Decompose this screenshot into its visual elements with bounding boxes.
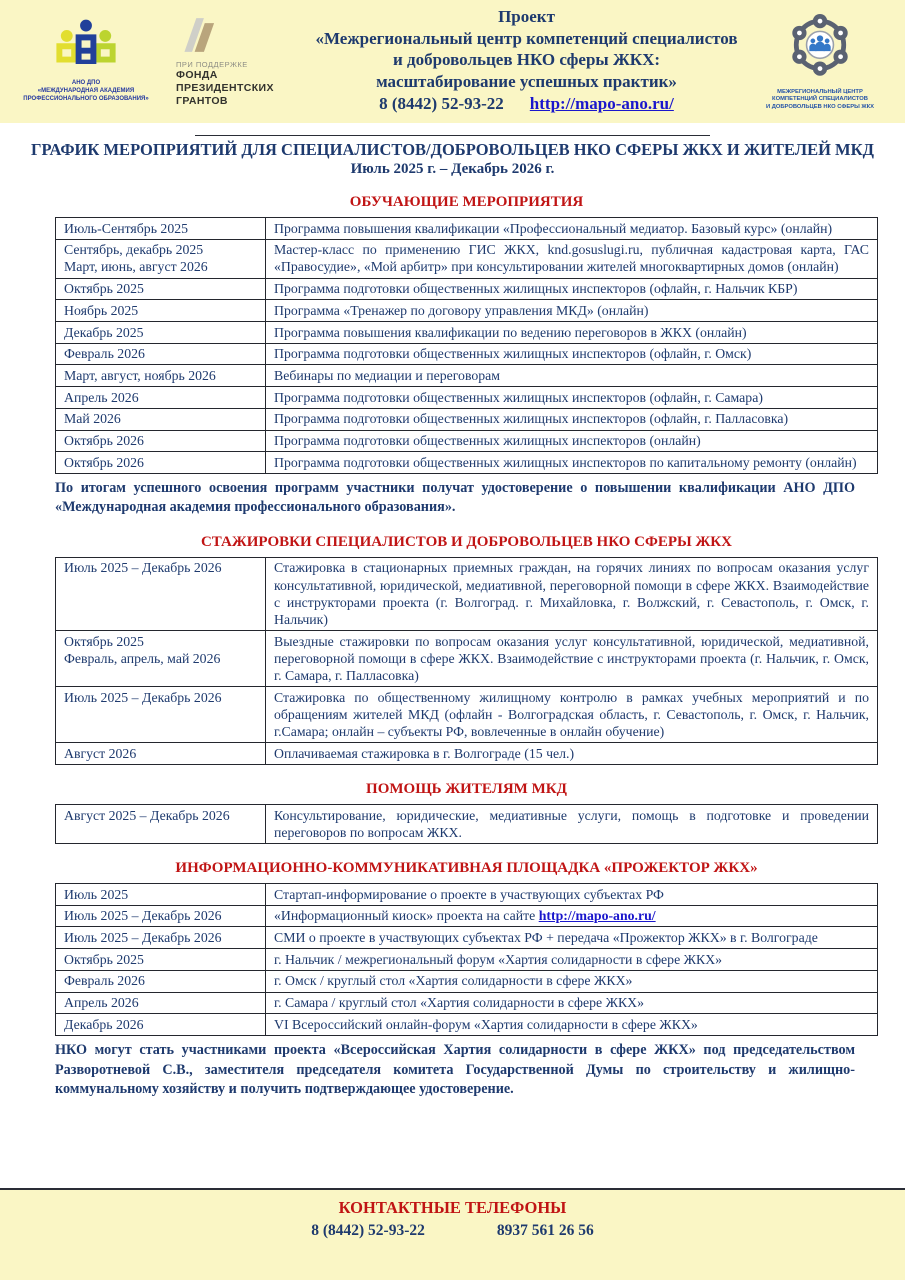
description-text: VI Всероссийский онлайн-форум «Хартия солидарности в сфере ЖКХ» — [274, 1016, 698, 1032]
table-row — [56, 387, 878, 409]
presidential-grants-icon — [176, 14, 220, 56]
date-line: Февраль 2026 — [64, 346, 145, 362]
date-line: Июль-Сентябрь 2025 — [64, 220, 189, 236]
date-line: Октябрь 2025 — [64, 951, 144, 967]
project-name-line2: и добровольцев НКО сферы ЖКХ: — [392, 50, 661, 70]
competence-center-emblem-icon — [780, 10, 860, 86]
description-text: Стартап-информирование о проекте в участвующих субъектах РФ — [274, 886, 664, 902]
description-cell — [266, 239, 878, 278]
project-title-block — [296, 6, 757, 115]
description-cell — [266, 805, 878, 844]
description-text: Программа подготовки общественных жилищных инспекторов (офлайн, г. Палласовка) — [274, 411, 789, 427]
date-cell — [56, 557, 266, 630]
description-cell — [266, 687, 878, 743]
date-cell — [56, 300, 266, 322]
description-cell — [266, 300, 878, 322]
table-row — [56, 408, 878, 430]
schedule-table — [55, 883, 878, 1036]
date-line: Декабрь 2025 — [64, 324, 144, 340]
description-cell — [266, 387, 878, 409]
schedule-section-3 — [55, 780, 878, 844]
schedule-table — [55, 557, 878, 765]
schedule-section-2 — [55, 533, 878, 765]
date-line: Июль 2025 — [64, 886, 129, 902]
table-row — [56, 927, 878, 949]
contact-phone-2: 8937 561 26 56 — [496, 1222, 594, 1239]
description-text: «Информационный киоск» проекта на сайте — [274, 908, 539, 924]
date-line: Апрель 2026 — [64, 389, 139, 405]
description-text: Стажировка в стационарных приемных граждан, на горячих линиях по вопросам оказания услуг консультативной, юридической, медиативной, переговорной помощи в сфере ЖКХ. Взаимодействие с инструкторами проекта (г. Волгоград. г. Михайловка, г. Волжский, г. Севастополь, г. Омск, г. Нальчик) — [274, 560, 869, 628]
date-cell — [56, 805, 266, 844]
center-logo-line2: КОМПЕТЕНЦИЙ СПЕЦИАЛИСТОВ — [772, 96, 868, 103]
date-cell — [56, 278, 266, 300]
date-cell — [56, 884, 266, 906]
page-period: Июль 2025 г. – Декабрь 2026 г. — [350, 161, 555, 177]
date-line: Июль 2025 – Декабрь 2026 — [64, 929, 222, 945]
schedule-table — [55, 804, 878, 844]
description-cell — [266, 992, 878, 1014]
description-cell — [266, 343, 878, 365]
description-text: Программа подготовки общественных жилищных инспекторов (офлайн, г. Омск) — [274, 346, 752, 362]
section-heading: ИНФОРМАЦИОННО-КОММУНИКАТИВНАЯ ПЛОЩАДКА «ПРОЖЕКТОР ЖКХ» — [175, 860, 758, 877]
header-band — [0, 0, 905, 123]
description-text: СМИ о проекте в участвующих субъектах РФ + передача «Прожектор ЖКХ» в г. Волгограде — [274, 929, 818, 945]
description-text: Стажировка по общественному жилищному контролю в рамках учебных мероприятий и по обращениям жителей МКД (офлайн - Волгоградская область, г. Севастополь, г. Омск, г. Нальчик, г.Самара; онлайн – субъекты РФ, вовлеченные в онлайн обучение) — [274, 689, 869, 740]
center-logo-line3: И ДОБРОВОЛЬЦЕВ НКО СФЕРЫ ЖКХ — [765, 103, 875, 110]
table-row — [56, 631, 878, 687]
date-line: Июль 2025 – Декабрь 2026 — [64, 560, 222, 576]
description-cell — [266, 884, 878, 906]
academy-logo-line2: «МЕЖДУНАРОДНАЯ АКАДЕМИЯ — [37, 88, 135, 94]
schedule-section-1 — [55, 193, 878, 518]
fpg-name-line3: ГРАНТОВ — [176, 94, 228, 107]
description-cell — [266, 322, 878, 344]
date-cell — [56, 408, 266, 430]
description-text: Оплачиваемая стажировка в г. Волгограде (15 чел.) — [274, 745, 575, 761]
description-cell — [266, 278, 878, 300]
description-text: Программа подготовки общественных жилищных инспекторов (офлайн, г. Самара) — [274, 389, 763, 405]
date-line: Май 2026 — [64, 411, 121, 427]
description-cell — [266, 927, 878, 949]
description-cell — [266, 452, 878, 474]
academy-logo-icon — [49, 18, 123, 76]
description-cell — [266, 408, 878, 430]
date-line: Ноябрь 2025 — [64, 302, 139, 318]
table-row — [56, 300, 878, 322]
table-row — [56, 557, 878, 630]
table-row — [56, 365, 878, 387]
date-cell — [56, 430, 266, 452]
date-cell — [56, 992, 266, 1014]
date-line: Август 2025 – Декабрь 2026 — [64, 807, 230, 823]
description-text: Программа подготовки общественных жилищных инспекторов (онлайн) — [274, 433, 701, 449]
table-row — [56, 970, 878, 992]
footer-band — [0, 1188, 905, 1280]
date-cell — [56, 322, 266, 344]
description-text: г. Самара / круглый стол «Хартия солидарности в сфере ЖКХ» — [274, 995, 645, 1011]
description-text: г. Нальчик / межрегиональный форум «Хартия солидарности в сфере ЖКХ» — [274, 951, 723, 967]
date-cell — [56, 365, 266, 387]
date-cell — [56, 387, 266, 409]
schedule-table — [55, 217, 878, 474]
description-cell — [266, 365, 878, 387]
table-row — [56, 805, 878, 844]
section-heading: ОБУЧАЮЩИЕ МЕРОПРИЯТИЯ — [349, 194, 584, 210]
date-line: Октябрь 2026 — [64, 454, 144, 470]
description-cell — [266, 430, 878, 452]
date-cell — [56, 218, 266, 240]
section-heading: ПОМОЩЬ ЖИТЕЛЯМ МКД — [366, 781, 567, 798]
fpg-name-line1: ФОНДА — [176, 68, 218, 81]
header-phone: 8 (8442) 52-93-22 — [379, 94, 504, 114]
table-row — [56, 884, 878, 906]
description-cell — [266, 949, 878, 971]
competence-center-logo — [757, 10, 883, 112]
table-row — [56, 218, 878, 240]
description-cell — [266, 905, 878, 927]
schedule-section-4 — [55, 859, 878, 1099]
date-cell — [56, 239, 266, 278]
presidential-grants-logo — [176, 14, 296, 108]
date-cell — [56, 631, 266, 687]
date-line: Февраль 2026 — [64, 973, 145, 989]
contacts-heading: КОНТАКТНЫЕ ТЕЛЕФОНЫ — [338, 1198, 567, 1217]
date-cell — [56, 905, 266, 927]
description-cell — [266, 743, 878, 765]
description-cell — [266, 970, 878, 992]
description-text: Программа повышения квалификации по ведению переговоров в ЖКХ (онлайн) — [274, 324, 747, 340]
fpg-name-line2: ПРЕЗИДЕНТСКИХ — [176, 81, 274, 94]
table-row — [56, 687, 878, 743]
project-name-line1: «Межрегиональный центр компетенций специалистов — [315, 28, 738, 48]
date-line: Июль 2025 – Декабрь 2026 — [64, 908, 222, 924]
date-cell — [56, 1014, 266, 1036]
table-row — [56, 239, 878, 278]
date-line: Март, июнь, август 2026 — [64, 259, 208, 275]
project-name-line3: масштабирование успешных практик» — [376, 71, 677, 91]
contact-phone-1: 8 (8442) 52-93-22 — [311, 1222, 425, 1239]
date-line: Декабрь 2026 — [64, 1016, 144, 1032]
title-divider — [195, 135, 710, 136]
section-note: НКО могут стать участниками проекта «Всероссийская Хартия солидарности в сфере ЖКХ» под председательством Разворотневой С.В., заместителя председателя комитета Государственной Думы по строительству и жилищно-коммунальному хозяйству и получить подтверждающее удостоверение. — [55, 1042, 855, 1097]
date-line: Октябрь 2025 — [64, 633, 144, 649]
date-cell — [56, 949, 266, 971]
sections-container — [0, 193, 905, 1100]
inline-link[interactable]: http://mapo-ano.ru/ — [538, 908, 656, 924]
date-line: Август 2026 — [64, 745, 137, 761]
date-line: Апрель 2026 — [64, 995, 139, 1011]
project-label: Проект — [498, 7, 555, 27]
description-cell — [266, 1014, 878, 1036]
page-title: ГРАФИК МЕРОПРИЯТИЙ ДЛЯ СПЕЦИАЛИСТОВ/ДОБРОВОЛЬЦЕВ НКО СФЕРЫ ЖКХ И ЖИТЕЛЕЙ МКД — [31, 140, 874, 159]
date-cell — [56, 743, 266, 765]
fpg-support-label: ПРИ ПОДДЕРЖКЕ — [176, 59, 248, 69]
date-cell — [56, 927, 266, 949]
date-line: Октябрь 2026 — [64, 433, 144, 449]
description-cell — [266, 631, 878, 687]
description-text: Мастер-класс по применению ГИС ЖКХ, knd.gosuslugi.ru, публичная кадастровая карта, ГАС «Правосудие», «Мой арбитр» при консультировании жителей многоквартирных домов (онлайн) — [274, 242, 869, 275]
center-logo-line1: МЕЖРЕГИОНАЛЬНЫЙ ЦЕНТР — [777, 88, 863, 95]
date-cell — [56, 970, 266, 992]
description-text: Программа подготовки общественных жилищных инспекторов (офлайн, г. Нальчик КБР) — [274, 281, 798, 297]
date-cell — [56, 343, 266, 365]
description-text: Вебинары по медиации и переговорам — [274, 367, 501, 383]
table-row — [56, 905, 878, 927]
description-text: Программа повышения квалификации «Профессиональный медиатор. Базовый курс» (онлайн) — [274, 220, 833, 236]
date-cell — [56, 452, 266, 474]
description-text: Выездные стажировки по вопросам оказания услуг консультативной, юридической, медиативной, переговорной помощи в сфере ЖКХ. Взаимодействие с инструкторами проекта (г. Нальчик, г. Омск, г. Самара, г. Палласовка) — [274, 633, 869, 684]
academy-logo-line3: ПРОФЕССИОНАЛЬНОГО ОБРАЗОВАНИЯ» — [23, 96, 149, 102]
description-text: г. Омск / круглый стол «Хартия солидарности в сфере ЖКХ» — [274, 973, 633, 989]
table-row — [56, 278, 878, 300]
table-row — [56, 743, 878, 765]
document-body — [0, 123, 905, 1188]
date-line: Февраль, апрель, май 2026 — [64, 650, 221, 666]
description-text: Программа «Тренажер по договору управления МКД» (онлайн) — [274, 302, 649, 318]
table-row — [56, 322, 878, 344]
date-line: Октябрь 2025 — [64, 281, 144, 297]
table-row — [56, 1014, 878, 1036]
section-note: По итогам успешного освоения программ участники получат удостоверение о повышении квалификации АНО ДПО «Международная академия профессионального образования». — [55, 479, 855, 516]
section-heading: СТАЖИРОВКИ СПЕЦИАЛИСТОВ И ДОБРОВОЛЬЦЕВ НКО СФЕРЫ ЖКХ — [200, 533, 733, 550]
date-line: Март, август, ноябрь 2026 — [64, 367, 216, 383]
table-row — [56, 343, 878, 365]
table-row — [56, 992, 878, 1014]
date-line: Июль 2025 – Декабрь 2026 — [64, 689, 222, 705]
table-row — [56, 452, 878, 474]
table-row — [56, 949, 878, 971]
table-row — [56, 430, 878, 452]
academy-logo-line1: АНО ДПО — [71, 80, 101, 86]
academy-logo — [22, 18, 150, 103]
project-site-link[interactable]: http://mapo-ano.ru/ — [529, 94, 674, 114]
description-text: Программа подготовки общественных жилищных инспекторов по капитальному ремонту (онлайн) — [274, 454, 857, 470]
description-text: Консультирование, юридические, медиативные услуги, помощь в подготовке и проведении переговоров по вопросам ЖКХ. — [274, 807, 869, 840]
description-cell — [266, 218, 878, 240]
date-line: Сентябрь, декабрь 2025 — [64, 242, 204, 258]
description-cell — [266, 557, 878, 630]
date-cell — [56, 687, 266, 743]
